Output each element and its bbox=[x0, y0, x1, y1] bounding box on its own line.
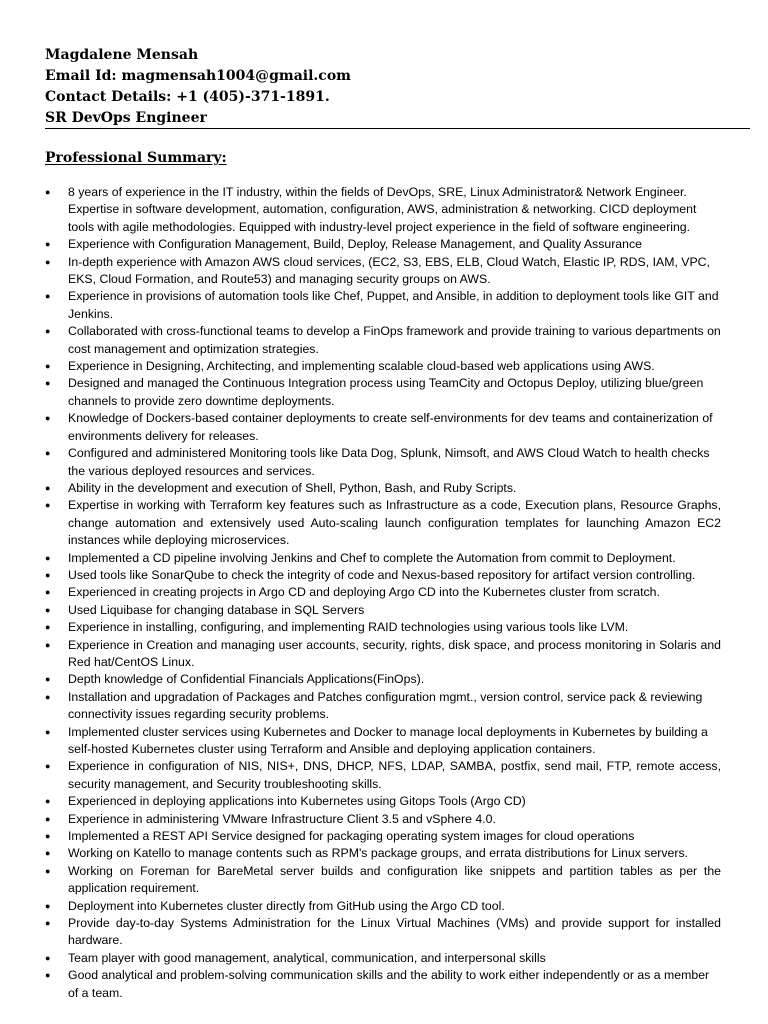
summary-bullet: ● Experience in provisions of automation tools like Chef, Puppet, and Ansible, in addition to deployment tools like GIT and Jenkins. bbox=[45, 288, 721, 323]
summary-bullet: ● Good analytical and problem-solving communication skills and the ability to work either independently or as a member of a team. bbox=[45, 967, 721, 1002]
summary-bullet: ● Experienced in deploying applications into Kubernetes using Gitops Tools (Argo CD) bbox=[45, 793, 721, 810]
candidate-name: Magdalene Mensah bbox=[45, 47, 199, 63]
summary-bullet: ● Experience in Creation and managing user accounts, security, rights, disk space, and process monitoring in Solaris and Red hat/CentOS Linux. bbox=[45, 637, 721, 672]
summary-bullet: ● Implemented a CD pipeline involving Jenkins and Chef to complete the Automation from commit to Deployment. bbox=[45, 550, 721, 567]
summary-bullet: ● Designed and managed the Continuous Integration process using TeamCity and Octopus Deploy, utilizing blue/green channels to provide zero downtime deployments. bbox=[45, 375, 721, 410]
summary-bullet: ● Working on Foreman for BareMetal server builds and configuration like snippets and partition tables as per the application requirement. bbox=[45, 863, 721, 898]
contact-line: Contact Details: +1 (405)-371-1891. bbox=[45, 89, 330, 105]
summary-bullet: ● In-depth experience with Amazon AWS cloud services, (EC2, S3, EBS, ELB, Cloud Watch, Elastic IP, RDS, IAM, VPC, EKS, Cloud Formation, and Route53) and managing security groups on AWS. bbox=[45, 254, 721, 289]
job-title: SR DevOps Engineer bbox=[45, 110, 207, 126]
summary-bullet: ● Depth knowledge of Confidential Financials Applications(FinOps). bbox=[45, 671, 721, 688]
summary-bullet: ● Experience in installing, configuring, and implementing RAID technologies using various tools like LVM. bbox=[45, 619, 721, 636]
summary-bullet: ● Working on Katello to manage contents such as RPM's package groups, and errata distributions for Linux servers. bbox=[45, 845, 721, 862]
summary-bullet: ● Deployment into Kubernetes cluster directly from GitHub using the Argo CD tool. bbox=[45, 898, 721, 915]
summary-bullet: ● Experience in configuration of NIS, NIS+, DNS, DHCP, NFS, LDAP, SAMBA, postfix, send mail, FTP, remote access, security management, and Security troubleshooting skills. bbox=[45, 758, 721, 793]
summary-bullet: ● Implemented cluster services using Kubernetes and Docker to manage local deployments in Kubernetes by building a self-hosted Kubernetes cluster using Terraform and Ansible and deploying application containers. bbox=[45, 724, 721, 759]
summary-bullet: ● Team player with good management, analytical, communication, and interpersonal skills bbox=[45, 950, 721, 967]
summary-bullet: ● Implemented a REST API Service designed for packaging operating system images for cloud operations bbox=[45, 828, 721, 845]
section-heading-professional-summary: Professional Summary: bbox=[45, 150, 227, 166]
summary-bullet: ● Expertise in working with Terraform key features such as Infrastructure as a code, Execution plans, Resource Graphs, change automation and extensively used Auto-scaling launch configuration templates for launching Amazon EC2 instances while deploying microservices. bbox=[45, 497, 721, 549]
summary-bullet: ● Used tools like SonarQube to check the integrity of code and Nexus-based repository for artifact version controlling. bbox=[45, 567, 721, 584]
summary-bullet: ● Ability in the development and execution of Shell, Python, Bash, and Ruby Scripts. bbox=[45, 480, 721, 497]
resume-header bbox=[45, 45, 750, 129]
header-divider bbox=[45, 128, 750, 129]
summary-bullet: ● Collaborated with cross-functional teams to develop a FinOps framework and provide training to various departments on cost management and optimization strategies. bbox=[45, 323, 721, 358]
summary-bullet: ● Provide day-to-day Systems Administration for the Linux Virtual Machines (VMs) and provide support for installed hardware. bbox=[45, 915, 721, 950]
email-line: Email Id: magmensah1004@gmail.com bbox=[45, 68, 351, 84]
summary-bullet: ● Knowledge of Dockers-based container deployments to create self-environments for dev teams and containerization of environments delivery for releases. bbox=[45, 410, 721, 445]
summary-bullet: ● Configured and administered Monitoring tools like Data Dog, Splunk, Nimsoft, and AWS Cloud Watch to health checks the various deployed resources and services. bbox=[45, 445, 721, 480]
summary-bullet: ● Experience in administering VMware Infrastructure Client 3.5 and vSphere 4.0. bbox=[45, 811, 721, 828]
summary-list bbox=[45, 184, 721, 1002]
summary-bullet: ● 8 years of experience in the IT industry, within the fields of DevOps, SRE, Linux Administrator& Network Engineer. Expertise in software development, automation, configuration, AWS, administration & networking. CICD deployment tools with agile methodologies. Equipped with industry-level project experience in the field of software engineering. bbox=[45, 184, 721, 236]
summary-bullet: ● Used Liquibase for changing database in SQL Servers bbox=[45, 602, 721, 619]
summary-bullet: ● Installation and upgradation of Packages and Patches configuration mgmt., version control, service pack & reviewing connectivity issues regarding security problems. bbox=[45, 689, 721, 724]
summary-bullet: ● Experienced in creating projects in Argo CD and deploying Argo CD into the Kubernetes cluster from scratch. bbox=[45, 584, 721, 601]
summary-bullet: ● Experience with Configuration Management, Build, Deploy, Release Management, and Quality Assurance bbox=[45, 236, 721, 253]
summary-bullet: ● Experience in Designing, Architecting, and implementing scalable cloud-based web applications using AWS. bbox=[45, 358, 721, 375]
